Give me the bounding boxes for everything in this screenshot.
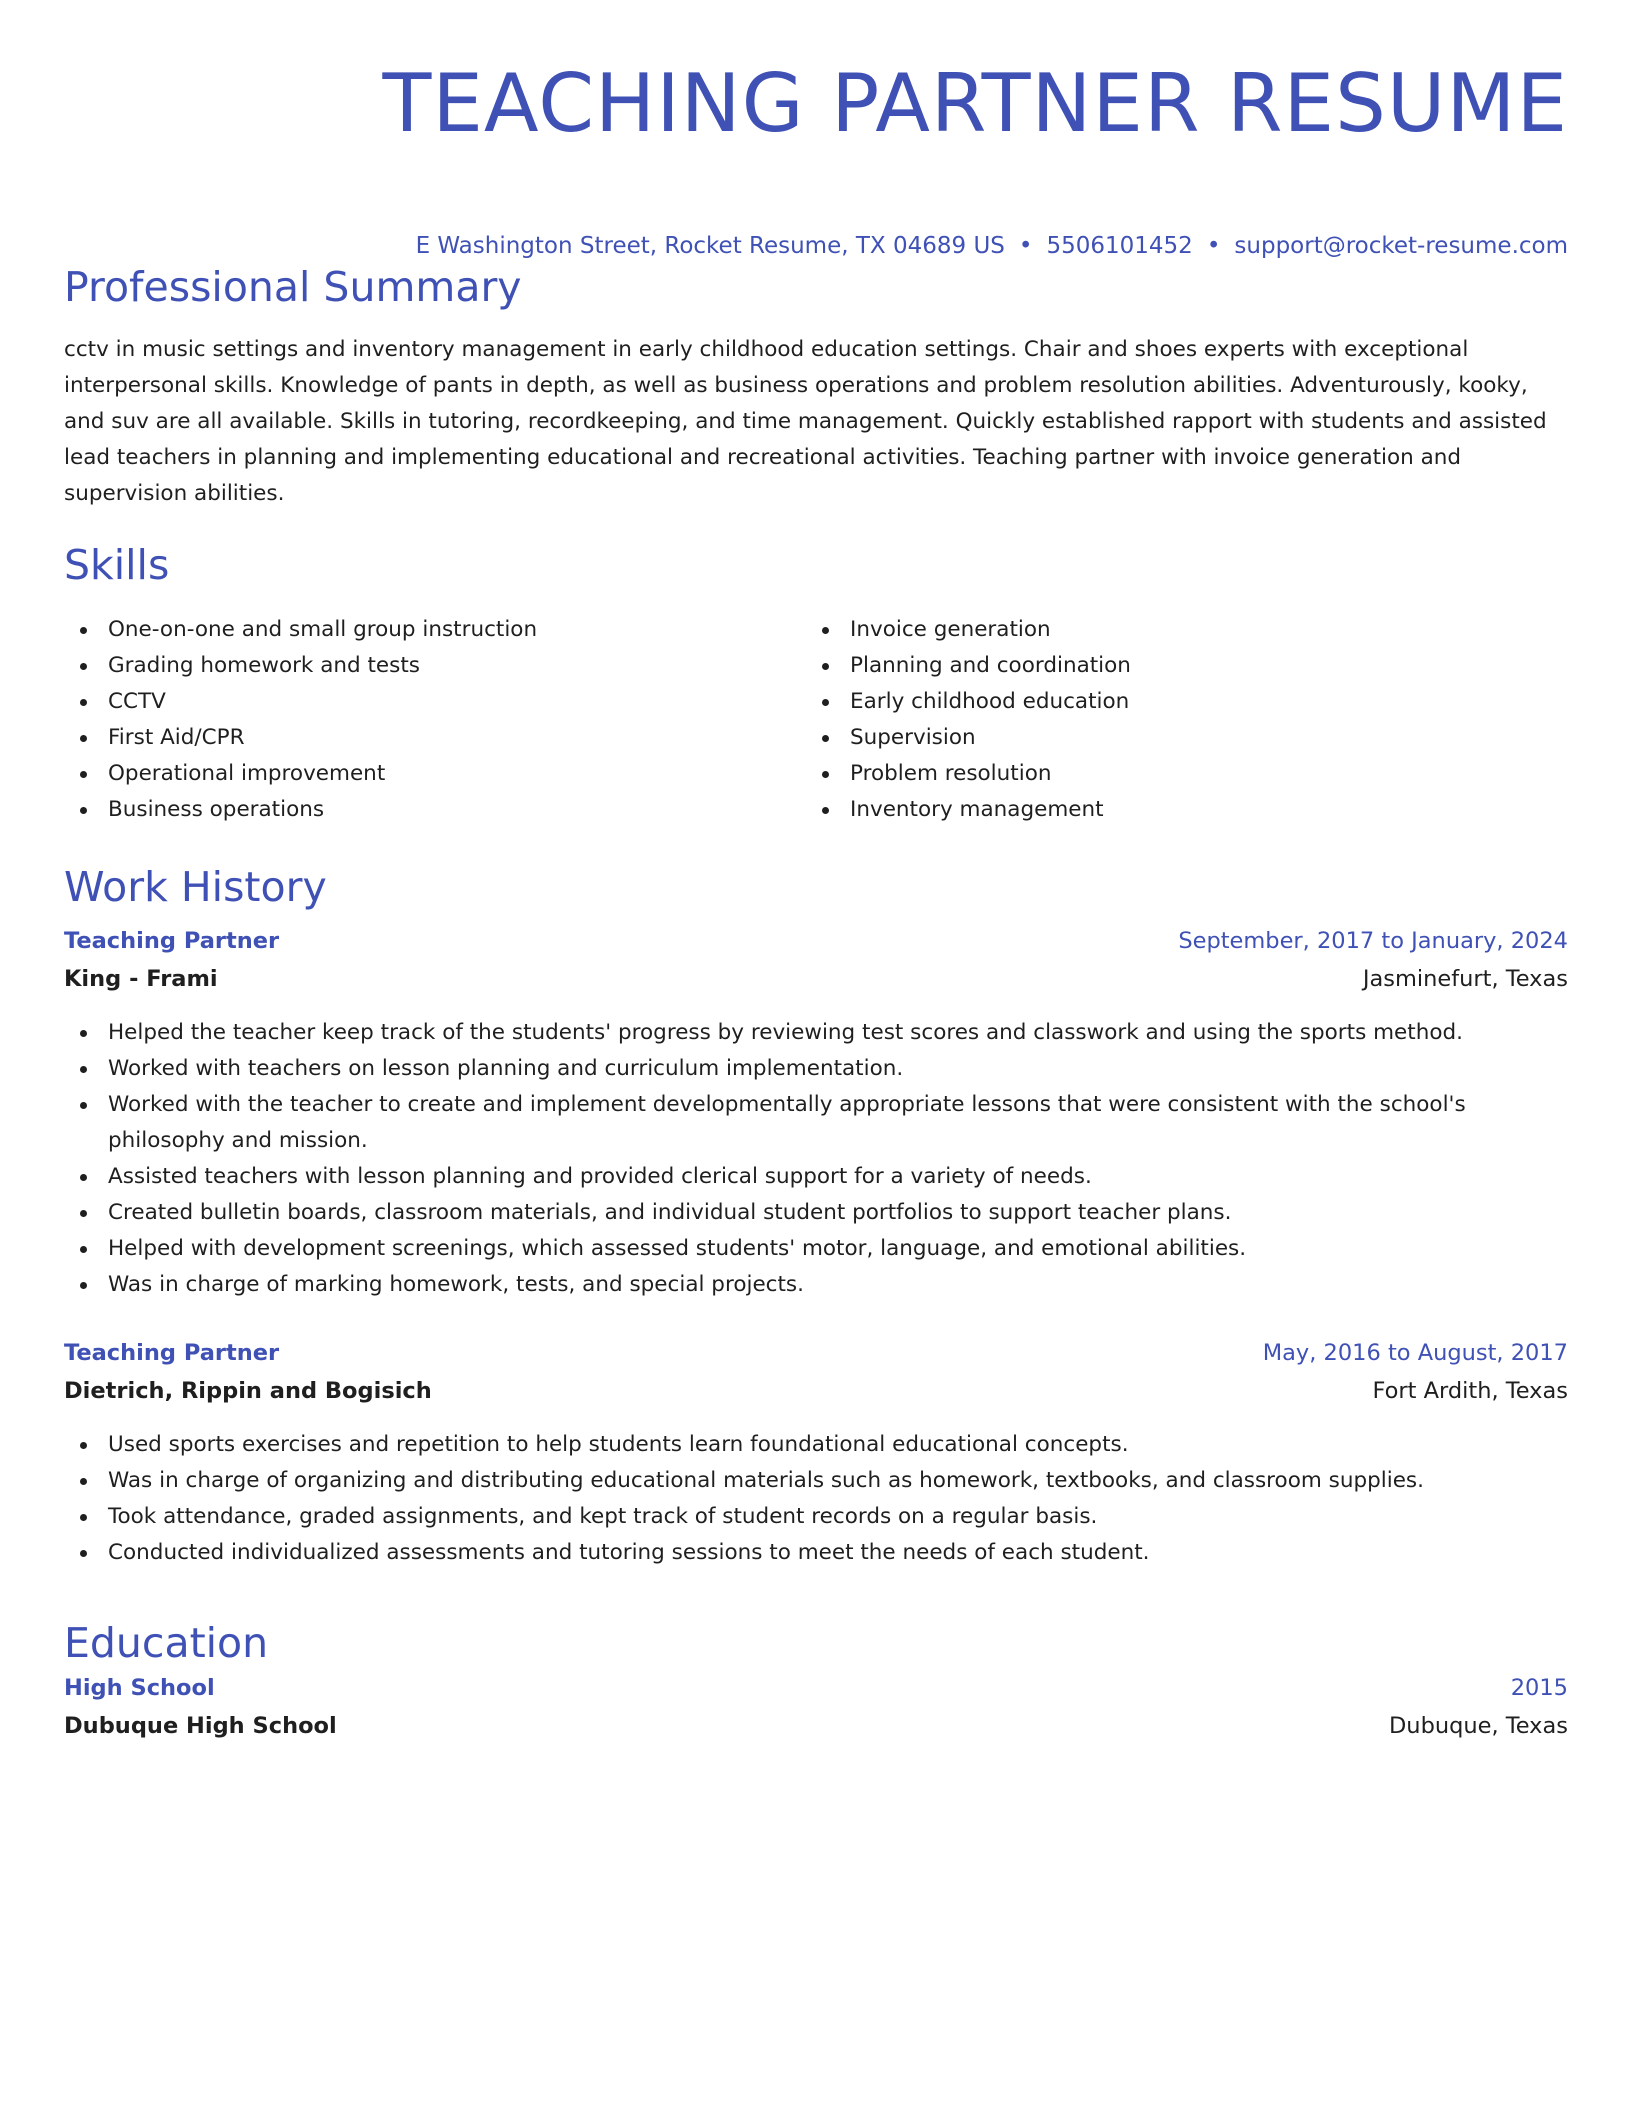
contact-phone: 5506101452	[1046, 233, 1193, 259]
skill-item: First Aid/CPR	[64, 720, 806, 756]
job-header	[64, 925, 1568, 957]
job-bullet: Conducted individualized assessments and tutoring sessions to meet the needs of each student.	[64, 1535, 1568, 1571]
skill-item: Problem resolution	[806, 756, 1548, 792]
contact-line	[64, 230, 1568, 262]
job-bullet: Helped the teacher keep track of the students' progress by reviewing test scores and classwork and using the sports method.	[64, 1015, 1568, 1051]
education-school: Dubuque High School	[64, 1713, 337, 1739]
contact-email: support@rocket-resume.com	[1234, 233, 1568, 259]
education-heading: Education	[64, 1619, 269, 1667]
skills-heading: Skills	[64, 541, 170, 589]
job-bullet: Created bulletin boards, classroom materials, and individual student portfolios to support teacher plans.	[64, 1195, 1568, 1231]
education-location: Dubuque, Texas	[1388, 1713, 1568, 1739]
skill-item: Early childhood education	[806, 684, 1548, 720]
job-location: Fort Ardith, Texas	[1372, 1378, 1568, 1404]
skills-column-right	[806, 612, 1548, 828]
skill-item: Inventory management	[806, 792, 1548, 828]
skill-item: Grading homework and tests	[64, 648, 806, 684]
summary-heading: Professional Summary	[64, 263, 522, 311]
skills-list	[64, 612, 1568, 828]
summary-text: cctv in music settings and inventory management in early childhood education settings. Chair and shoes experts with exceptional interpersonal skills. Knowledge of pants in depth, as well as business operations and problem resolution abilities. Adventurously, kooky, and suv are all available. Skills in tutoring, recordkeeping, and time management. Quickly established rapport with students and assisted lead teachers in planning and implementing educational and recreational activities. Teaching partner with invoice generation and supervision abilities.	[64, 337, 1547, 506]
education-year: 2015	[1510, 1675, 1568, 1701]
job-bullet: Assisted teachers with lesson planning and provided clerical support for a variety of needs.	[64, 1159, 1568, 1195]
work-history-heading: Work History	[64, 863, 327, 911]
job-bullet: Used sports exercises and repetition to help students learn foundational educational concepts.	[64, 1427, 1568, 1463]
job-company: Dietrich, Rippin and Bogisich	[64, 1378, 432, 1404]
job-header	[64, 1337, 1568, 1369]
job-bullet: Was in charge of marking homework, tests, and special projects.	[64, 1267, 1568, 1303]
job-company: King - Frami	[64, 966, 218, 992]
skill-item: Operational improvement	[64, 756, 806, 792]
job-role: Teaching Partner	[64, 928, 280, 954]
job-bullet: Worked with the teacher to create and implement developmentally appropriate lessons that were consistent with the school's philosophy and mission.	[64, 1087, 1568, 1159]
job-dates: September, 2017 to January, 2024	[1178, 928, 1568, 954]
education-school-row	[64, 1710, 1568, 1742]
job-employer-row	[64, 963, 1568, 995]
education-header	[64, 1672, 1568, 1704]
skill-item: Planning and coordination	[806, 648, 1548, 684]
skill-item: CCTV	[64, 684, 806, 720]
contact-separator: •	[1018, 233, 1033, 259]
job-bullets	[64, 1015, 1568, 1303]
skill-item: Invoice generation	[806, 612, 1548, 648]
job-bullet: Took attendance, graded assignments, and kept track of student records on a regular basis.	[64, 1499, 1568, 1535]
skill-item: Supervision	[806, 720, 1548, 756]
education-degree: High School	[64, 1675, 215, 1701]
job-employer-row	[64, 1375, 1568, 1407]
job-role: Teaching Partner	[64, 1340, 280, 1366]
contact-address: E Washington Street, Rocket Resume, TX 04689 US	[415, 233, 1005, 259]
contact-separator: •	[1206, 233, 1221, 259]
job-bullet: Helped with development screenings, which assessed students' motor, language, and emotional abilities.	[64, 1231, 1568, 1267]
skill-item: Business operations	[64, 792, 806, 828]
skill-item: One-on-one and small group instruction	[64, 612, 806, 648]
job-bullets	[64, 1427, 1568, 1571]
resume-title: TEACHING PARTNER RESUME	[382, 57, 1568, 150]
skills-column-left	[64, 612, 806, 828]
job-location: Jasminefurt, Texas	[1362, 966, 1568, 992]
job-bullet: Was in charge of organizing and distributing educational materials such as homework, textbooks, and classroom supplies.	[64, 1463, 1568, 1499]
job-bullet: Worked with teachers on lesson planning and curriculum implementation.	[64, 1051, 1568, 1087]
job-dates: May, 2016 to August, 2017	[1262, 1340, 1568, 1366]
